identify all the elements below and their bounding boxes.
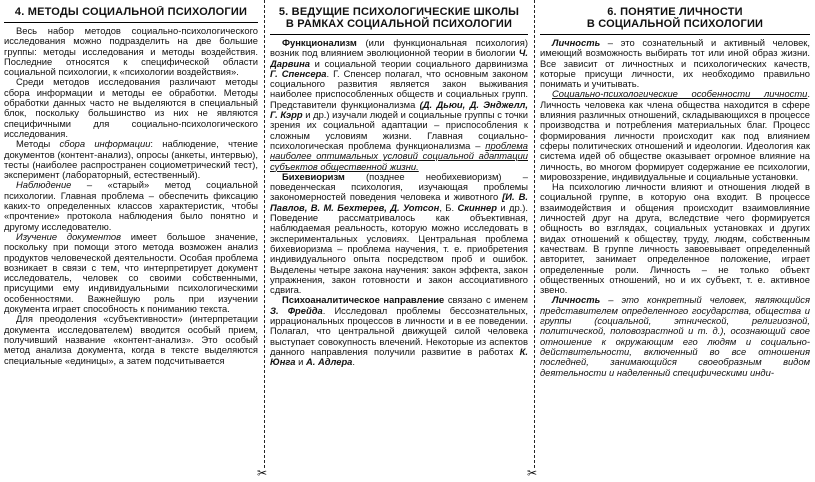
paragraph: Функционализм (или функциональная психология) возник под влиянием эволюционной теории в биологии Ч. Дарвина и социальной теории социального дарвинизма Г. Спенсера. Г. Спенсер полагал, что основным законом социального развития является закон выживания наиболее приспособленных обществ и социальных групп. Представители функционализма (Д. Дьюи, Д. Энджелл, Г. Кэрр и др.) изучали людей и социальные группы с точки зрения их социальной адаптации – приспособления к сложным условиям жизни. Главная социально-психологическая проблема функционализма – проблема наиболее оптимальных условий социальной адаптации субъектов общественной жизни. <box>270 37 528 172</box>
paragraph: Бихевиоризм (позднее необихевиоризм) – поведенческая психология, изучающая проблемы закономерностей поведения человека и животного [И. В. Павлов, В. М. Бехтерев, Д. Уотсон, Б. Скиннер и др.). Поведение рассматривалось как объективная, наблюдаемая реальность, которую можно исследовать в экспериментальных условиях. Центральная проблема бихевиоризма – проблема научения, т. е. приобретения индивидуального опыта посредством проб и ошибок. Выделены четыре закона научения: закон эффекта, закон упражнения, закон готовности и закон ассоциативного сдвига. <box>270 170 528 296</box>
section-methods <box>4 6 258 482</box>
section-title: 4. МЕТОДЫ СОЦИАЛЬНОЙ ПСИХОЛОГИИ <box>14 6 248 18</box>
paragraph: Весь набор методов социально-психологического исследования можно подразделить на две большие группы: методы исследования и методы воздействия. Последние относятся к специфической области социальной психологии, к «психологии воздействия». <box>4 25 258 78</box>
paragraph: Для преодоления «субъективности» (интерпретации документа исследователем) вводится особый прием, получивший название «контент-анализ». Это особый метод анализа документа, когда в тексте выделяются специальные «единицы», а затем подсчитывается <box>4 313 258 366</box>
title-rule <box>270 34 528 35</box>
section-title: 6. ПОНЯТИЕ ЛИЧНОСТИ В СОЦИАЛЬНОЙ ПСИХОЛОГИИ <box>586 6 764 30</box>
paragraph: Личность – это конкретный человек, являющийся представителем определенного государства, общества и группы (социальной, этнической, религиозной, политической, половозрастной и т. д.), осознающий свое отношение к окружающим его людям и социально-действительности, включенный во все отношения последней, занимающийся своеобразным видом деятельности и наделенный специфическими инди- <box>540 294 810 378</box>
title-rule <box>4 22 258 23</box>
paragraph: Методы сбора информации: наблюдение, чтение документов (контент-анализ), опросы (анкеты, интервью), тесты (наиболее распространен социометрический тест), эксперимент (лабораторный, естественный). <box>4 138 258 181</box>
cut-line-left <box>264 0 265 468</box>
cut-line-right <box>534 0 535 468</box>
paragraph: Среди методов исследования различают методы сбора информации и методы ее обработки. Методы обработки данных часто не выделяются в специальный блок, поскольку большинство из них не являются специфичными для социально-психологического исследования. <box>4 76 258 139</box>
paragraph: На психологию личности влияют и отношения людей в социальной группе, в которую она входит. В процессе взаимодействия и общения происходит взаимовлияние личностей друг на друга, вследствие чего формируется общность во взглядах, социальных установках и других видах отношений к обществу, труду, людям, собственным качествам. В группе личность завоевывает определенный авторитет, занимает определенное положение, играет определенные роли. Личность – не только объект общественных отношений, но и их субъект, т. е. активное звено. <box>540 181 810 296</box>
paragraph: Социально-психологические особенности личности. Личность человека как члена общества находится в сфере влияния различных отношений, складывающихся в процессе производства и потребления материальных благ. Процесс формирования личности происходит как под влиянием сферы политических отношений и идеологии. Идеология как система идей об обществе оказывает огромное влияние на личность, во многом формирует содержание ее психологии, мировоззрение, индивидуальные и социальные установки. <box>540 88 810 182</box>
section-title: 5. ВЕДУЩИЕ ПСИХОЛОГИЧЕСКИЕ ШКОЛЫ В РАМКАХ СОЦИАЛЬНОЙ ПСИХОЛОГИИ <box>278 6 520 30</box>
scissors-icon: ✂ <box>257 466 268 480</box>
paragraph: Личность – это сознательный и активный человек, имеющий возможность выбирать тот или иной образ жизни. Все зависит от личностных и психологических качеств, которые присущи личности, их необходимо правильно понимать и учитывать. <box>540 37 810 90</box>
paragraph: Психоаналитическое направление связано с именем З. Фрейда. Исследовал проблемы бессознательных, иррациональных процессов в личности и в ее поведении. Полагал, что центральной движущей силой человека выступает совокупность влечений. Некоторые из аспектов данного направления получили развитие в работах К. Юнга и А. Адлера. <box>270 294 528 368</box>
title-rule <box>540 34 810 35</box>
scissors-icon: ✂ <box>527 466 538 480</box>
section-schools <box>270 6 528 482</box>
paragraph: Изучение документов имеет большое значение, поскольку при помощи этого метода возможен анализ продуктов человеческой деятельности. Особая проблема возникает в связи с тем, что интерпретирует документ исследователь, человек со своими собственными, присущими ему индивидуальными психологическими особенностями. Важнейшую роль при изучении документа играет способность к пониманию текста. <box>4 230 258 315</box>
paragraph: Наблюдение – «старый» метод социальной психологии. Главная проблема – обеспечить фиксацию каких-то определенных классов характеристик, чтобы «прочтение» протокола наблюдения было понятно и другому исследователю. <box>4 179 258 232</box>
section-personality <box>540 6 810 482</box>
